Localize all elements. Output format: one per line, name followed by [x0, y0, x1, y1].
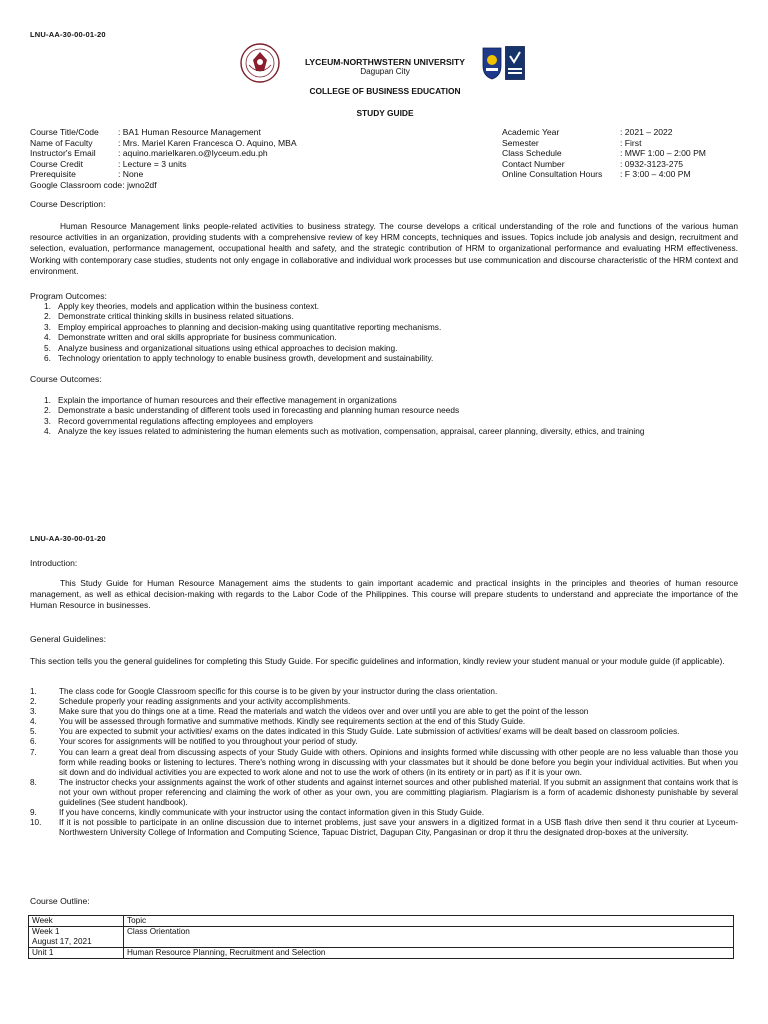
item-number: 3.: [30, 707, 37, 717]
info-label: Class Schedule: [502, 148, 562, 158]
item-text: If it is not possible to participate in an online discussion due to internet problems, just save your answers in a digitized format in a USB flash drive then send it thru courier at Lyceum-Northwestern University College of Information and Computing Science, Tapuac District, Dagupan City, Pangasinan or drop it thru the designated drop-boxes at the university.: [59, 818, 738, 838]
list-item: [44, 332, 734, 342]
course-description-text: Human Resource Management links people-related activities to business strategy. The course develops a critical understanding of the role and functions of the various human resource activities in an organization, providing students with a comprehensive review of key HRM concepts, techniques and issues. Topics include job analysis and design, recruitment and selection, evaluation, performance management, occupational health and safety, and the strategic contribution of HRM to organizational performance and evaluating HRM effectiveness. Working with contemporary case studies, students not only engage in collaborative and individual work processes but use communication and discourse characteristic of the HRM context and environment.: [30, 221, 738, 276]
document-title: STUDY GUIDE: [356, 108, 414, 118]
item-text: Demonstrate written and oral skills appropriate for business communication.: [58, 332, 337, 343]
table-header-cell: Week: [29, 916, 124, 927]
course-outline-heading: Course Outline:: [30, 896, 90, 906]
course-outline-table: [28, 915, 734, 959]
info-row: [502, 169, 742, 180]
table-cell: Human Resource Planning, Recruitment and Selection: [124, 948, 734, 959]
list-item: [30, 737, 738, 747]
table-cell: Week 1 August 17, 2021: [29, 927, 124, 948]
program-outcomes-list: [44, 301, 734, 363]
list-item: [44, 395, 744, 405]
info-row: [502, 148, 742, 159]
item-text: Demonstrate critical thinking skills in business related situations.: [58, 311, 294, 322]
table-row: [29, 927, 734, 948]
item-number: 6.: [30, 737, 37, 747]
item-text: Your scores for assignments will be notified to you throughout your period of study.: [59, 737, 358, 747]
info-value: : None: [118, 169, 144, 179]
item-number: 5.: [30, 727, 37, 737]
item-number: 4.: [44, 332, 51, 343]
info-value: : aquino.marielkaren.o@lyceum.edu.ph: [118, 148, 268, 158]
list-item: [44, 343, 734, 353]
item-number: 2.: [44, 405, 51, 416]
info-value: : 0932-3123-275: [620, 158, 684, 169]
item-text: You are expected to submit your activities/ exams on the dates indicated in this Study Guide. Late submission of activities/ exams will be dealt based on classroom policies.: [59, 727, 680, 737]
item-number: 2.: [30, 697, 37, 707]
list-item: [30, 748, 738, 778]
info-label: Academic Year: [502, 127, 560, 137]
item-text: Schedule properly your reading assignments and your activity accomplishments.: [59, 697, 351, 707]
general-guidelines-list: [30, 687, 738, 838]
item-text: Analyze the key issues related to administering the human elements such as motivation, compensation, appraisal, career planning, diversity, ethics, and training: [58, 426, 645, 437]
item-text: Technology orientation to apply technology to enable business growth, development and sustainability.: [58, 353, 434, 364]
info-label: Contact Number: [502, 158, 565, 169]
university-city: Dagupan City: [360, 67, 410, 76]
list-item: [44, 416, 744, 426]
list-item: [44, 426, 744, 436]
info-row: [502, 138, 742, 149]
info-label: Prerequisite: [30, 169, 76, 179]
item-text: Record governmental regulations affecting employees and employers: [58, 415, 313, 426]
item-number: 1.: [30, 687, 37, 696]
list-item: [44, 311, 734, 321]
google-classroom-text: Google Classroom code: jwno2df: [30, 179, 157, 190]
certification-logo: [505, 46, 525, 80]
item-number: 6.: [44, 353, 51, 364]
list-item: [30, 717, 738, 727]
google-classroom-code: [30, 180, 450, 191]
item-text: The class code for Google Classroom specific for this course is to be given by your instructor during the class orientation.: [59, 687, 498, 696]
info-value: : BA1 Human Resource Management: [118, 127, 261, 137]
list-item: [30, 697, 738, 707]
item-number: 10.: [30, 818, 42, 828]
info-value: : F 3:00 – 4:00 PM: [620, 169, 691, 179]
info-value: : MWF 1:00 – 2:00 PM: [620, 148, 706, 158]
table-header-cell: Topic: [124, 916, 734, 927]
course-outcomes-heading: Course Outcomes:: [30, 374, 102, 384]
info-row: [30, 169, 450, 180]
info-value: : First: [620, 137, 642, 148]
info-label: Semester: [502, 137, 539, 148]
info-label: Instructor's Email: [30, 148, 96, 158]
item-text: Apply key theories, models and application within the business context.: [58, 301, 320, 311]
info-row: [30, 138, 450, 149]
general-guidelines-intro: This section tells you the general guidelines for completing this Study Guide. For specific guidelines and information, kindly review your student manual or your module guide (if applicable).: [30, 656, 725, 666]
general-guidelines-heading: General Guidelines:: [30, 634, 106, 644]
info-row: [30, 148, 450, 159]
item-number: 4.: [30, 717, 37, 727]
info-value: : 2021 – 2022: [620, 127, 673, 137]
item-number: 5.: [44, 342, 51, 353]
info-label: Course Credit: [30, 158, 84, 169]
info-row: [502, 159, 742, 170]
list-item: [44, 322, 734, 332]
item-text: Analyze business and organizational situations using ethical approaches to decision making.: [58, 342, 398, 353]
list-item: [30, 808, 738, 818]
university-name: LYCEUM-NORTHWSTERN UNIVERSITY: [304, 57, 466, 67]
item-number: 8.: [30, 777, 37, 787]
info-row: [502, 127, 742, 138]
info-value: : Lecture = 3 units: [118, 158, 187, 169]
item-text: Demonstrate a basic understanding of different tools used in forecasting and planning human resource needs: [58, 405, 460, 416]
table-cell: Unit 1: [29, 948, 124, 959]
course-description-heading: Course Description:: [30, 199, 106, 209]
item-text: If you have concerns, kindly communicate with your instructor using the contact information given in this Study Guide.: [59, 808, 485, 818]
table-cell: Class Orientation: [124, 927, 734, 948]
info-label: Course Title/Code: [30, 127, 99, 137]
info-value: : Mrs. Mariel Karen Francesca O. Aquino, MBA: [118, 137, 297, 148]
college-name: COLLEGE OF BUSINESS EDUCATION: [309, 86, 461, 96]
list-item: [44, 353, 734, 363]
university-seal-logo: [240, 43, 280, 83]
introduction-text: This Study Guide for Human Resource Management aims the students to gain important academic and practical insights in the principles and theories of human resource management, as well as ethical decision-making with regards to the Labor Code of the Philippines. This course will prepare students to understand and appreciate the importance of the Human Resource in businesses.: [30, 578, 738, 611]
info-label: Online Consultation Hours: [502, 169, 603, 179]
table-row: [29, 948, 734, 959]
item-number: 1.: [44, 301, 51, 311]
list-item: [44, 301, 734, 311]
item-number: 3.: [44, 321, 51, 332]
item-number: 3.: [44, 415, 51, 426]
item-number: 4.: [44, 426, 51, 437]
item-text: The instructor checks your assignments against the work of other students and against internet sources and other published material. If you submit an assignment that contains work that is not your own without proper referencing and claiming the work of other as your own, you are committing plagiarism. Plagiarism is a form of academic dishonesty punishable by several guidelines (See student handbook).: [59, 777, 739, 808]
list-item: [30, 778, 738, 808]
item-number: 1.: [44, 395, 51, 405]
course-outcomes-list: [44, 395, 744, 437]
table-header-row: [29, 916, 734, 927]
item-text: Explain the importance of human resources and their effective management in organizations: [58, 395, 397, 405]
list-item: [30, 818, 738, 838]
course-info-right: [502, 127, 742, 180]
item-text: You will be assessed through formative and summative methods. Kindly see requirements section at the end of this Study Guide.: [59, 717, 526, 727]
item-text: Employ empirical approaches to planning and decision-making using quantitative reporting mechanisms.: [58, 321, 442, 332]
info-label: Name of Faculty: [30, 137, 93, 148]
introduction-heading: Introduction:: [30, 558, 78, 568]
course-info-left: [30, 127, 450, 190]
document-code: LNU-AA-30-00-01-20: [30, 30, 106, 39]
shield-logo: [482, 46, 502, 80]
info-row: [30, 159, 450, 170]
item-number: 7.: [30, 747, 37, 757]
item-number: 2.: [44, 311, 51, 322]
item-text: You can learn a great deal from discussing aspects of your Study Guide with others. Opinions and insights formed while discussing with other people are no less valuable than those you form while reading books or listening to lectures. There's nothing wrong in discussing with your classmates but it should be done before you begin your individual activities. But when you sit down and do individual activities you are expected to work alone and not to use the work of others (in its entirety or in part) as if it is your own.: [59, 747, 738, 777]
list-item: [30, 687, 738, 697]
document-code: LNU-AA-30-00-01-20: [30, 534, 106, 543]
item-number: 9.: [30, 808, 37, 818]
list-item: [30, 707, 738, 717]
list-item: [44, 405, 744, 415]
list-item: [30, 727, 738, 737]
info-row: [30, 127, 450, 138]
item-text: Make sure that you do things one at a time. Read the materials and watch the videos over and over until you are able to get the point of the lesson: [59, 707, 589, 717]
program-outcomes-heading: Program Outcomes:: [30, 291, 107, 301]
